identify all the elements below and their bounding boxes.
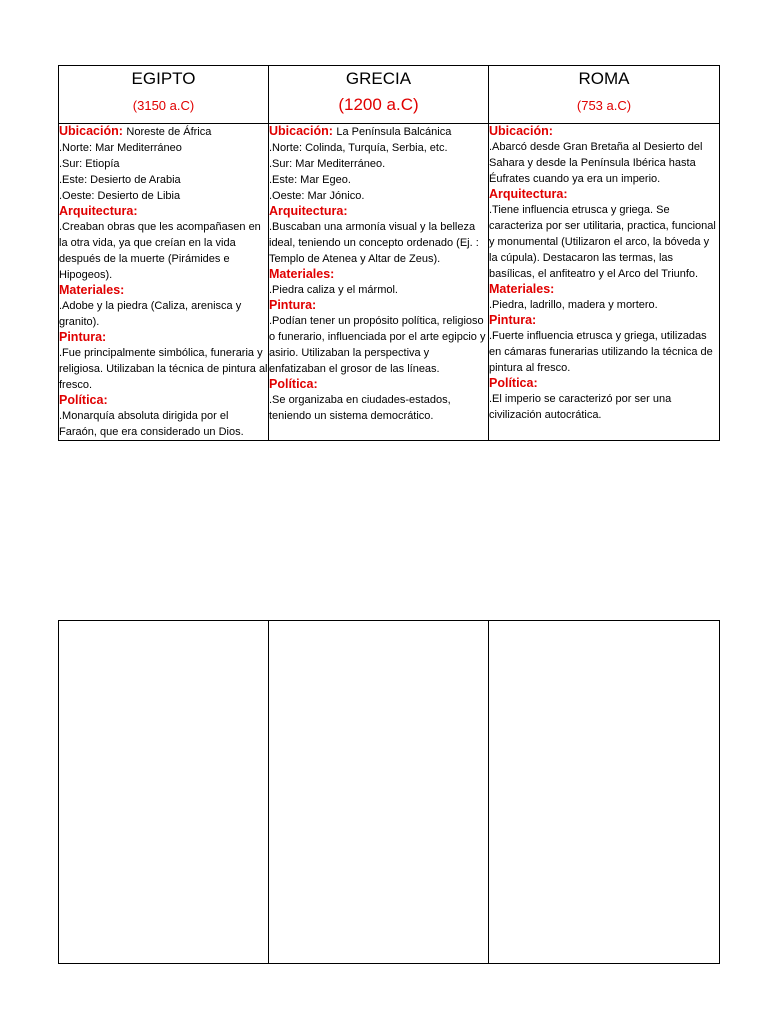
empty-cell xyxy=(269,621,489,964)
egipto-ubicacion-line: .Este: Desierto de Arabia xyxy=(59,174,181,186)
roma-ubicacion-heading: Ubicación: xyxy=(489,124,553,138)
grecia-ubicacion-line: .Oeste: Mar Jónico. xyxy=(269,190,365,202)
empty-cell xyxy=(59,621,269,964)
grecia-ubicacion-line: .Sur: Mar Mediterráneo. xyxy=(269,158,386,170)
roma-politica-heading: Política: xyxy=(489,376,538,390)
roma-header xyxy=(489,66,720,124)
egipto-ubicacion-line: .Oeste: Desierto de Libia xyxy=(59,190,181,202)
roma-pintura-heading: Pintura: xyxy=(489,313,537,327)
egipto-politica-text: .Monarquía absoluta dirigida por el Faraón, que era considerado un Dios. xyxy=(59,410,244,438)
grecia-materiales-text: .Piedra caliza y el mármol. xyxy=(269,284,398,296)
roma-arquitectura-text: .Tiene influencia etrusca y griega. Se caracteriza por ser utilitaria, practica, funcional y monumental (Utilizaron el arco, la bóveda y la cúpula). Destacaron las termas, las basílicas, el anfiteatro y el Arco del Triunfo. xyxy=(489,204,716,280)
grecia-header xyxy=(269,66,489,124)
egipto-arquitectura-heading: Arquitectura: xyxy=(59,204,138,218)
grecia-ubicacion-line: .Este: Mar Egeo. xyxy=(269,174,351,186)
grecia-date: (1200 a.C) xyxy=(338,95,419,114)
grecia-ubicacion-line: .Norte: Colinda, Turquía, Serbia, etc. xyxy=(269,142,448,154)
roma-materiales-text: .Piedra, ladrillo, madera y mortero. xyxy=(489,299,658,311)
grecia-arquitectura-text: .Buscaban una armonía visual y la belleza ideal, teniendo un concepto ordenado (Ej. : Templo de Atenea y Altar de Zeus). xyxy=(269,221,479,265)
egipto-ubicacion-inline: Noreste de África xyxy=(126,126,212,138)
grecia-ubicacion-heading xyxy=(269,124,488,140)
egipto-arquitectura-text: .Creaban obras que les acompañasen en la otra vida, ya que creían en la vida después de la muerte (Pirámides e Hipogeos). xyxy=(59,221,261,281)
egipto-ubicacion-line: .Sur: Etiopía xyxy=(59,158,120,170)
roma-materiales-heading: Materiales: xyxy=(489,282,555,296)
roma-politica-text: .El imperio se caracterizó por ser una civilización autocrática. xyxy=(489,393,672,421)
grecia-politica-heading: Política: xyxy=(269,377,318,391)
egipto-ubicacion-label: Ubicación: xyxy=(59,124,123,138)
egipto-header xyxy=(59,66,269,124)
grecia-title: GRECIA xyxy=(345,69,412,88)
empty-row xyxy=(59,621,720,964)
egipto-date: (3150 a.C) xyxy=(132,98,195,113)
egipto-title: EGIPTO xyxy=(131,69,196,88)
empty-table xyxy=(58,620,720,964)
roma-ubicacion-text: .Abarcó desde Gran Bretaña al Desierto del Sahara y desde la Península Ibérica hasta Éufrates cuando ya era un imperio. xyxy=(489,141,703,185)
grecia-politica-text: .Se organizaba en ciudades-estados, teniendo un sistema democrático. xyxy=(269,394,451,422)
grecia-arquitectura-heading: Arquitectura: xyxy=(269,204,348,218)
roma-title: ROMA xyxy=(578,69,630,88)
empty-cell xyxy=(489,621,720,964)
header-row xyxy=(59,66,720,124)
roma-arquitectura-heading: Arquitectura: xyxy=(489,187,568,201)
egipto-ubicacion-line: .Norte: Mar Mediterráneo xyxy=(59,142,182,154)
roma-pintura-text: .Fuerte influencia etrusca y griega, utilizadas en cámaras funerarias utilizando la técnica de pintura al fresco. xyxy=(489,330,713,374)
roma-date: (753 a.C) xyxy=(576,98,632,113)
roma-content xyxy=(489,124,720,441)
egipto-politica-heading: Política: xyxy=(59,393,108,407)
grecia-pintura-text: .Podían tener un propósito política, religioso o funerario, influenciada por el arte egipcio y asirio. Utilizaban la perspectiva y enfatizaban el grosor de las líneas. xyxy=(269,315,486,375)
egipto-pintura-heading: Pintura: xyxy=(59,330,107,344)
egipto-pintura-text: .Fue principalmente simbólica, funeraria y religiosa. Utilizaban la técnica de pintura al fresco. xyxy=(59,347,268,391)
egipto-materiales-heading: Materiales: xyxy=(59,283,125,297)
content-row xyxy=(59,124,720,441)
civilizations-table xyxy=(58,65,720,441)
egipto-ubicacion-heading xyxy=(59,124,268,140)
egipto-content xyxy=(59,124,269,441)
grecia-ubicacion-inline: La Península Balcánica xyxy=(336,126,452,138)
grecia-materiales-heading: Materiales: xyxy=(269,267,335,281)
grecia-ubicacion-label: Ubicación: xyxy=(269,124,333,138)
grecia-content xyxy=(269,124,489,441)
egipto-materiales-text: .Adobe y la piedra (Caliza, arenisca y granito). xyxy=(59,300,242,328)
grecia-pintura-heading: Pintura: xyxy=(269,298,317,312)
